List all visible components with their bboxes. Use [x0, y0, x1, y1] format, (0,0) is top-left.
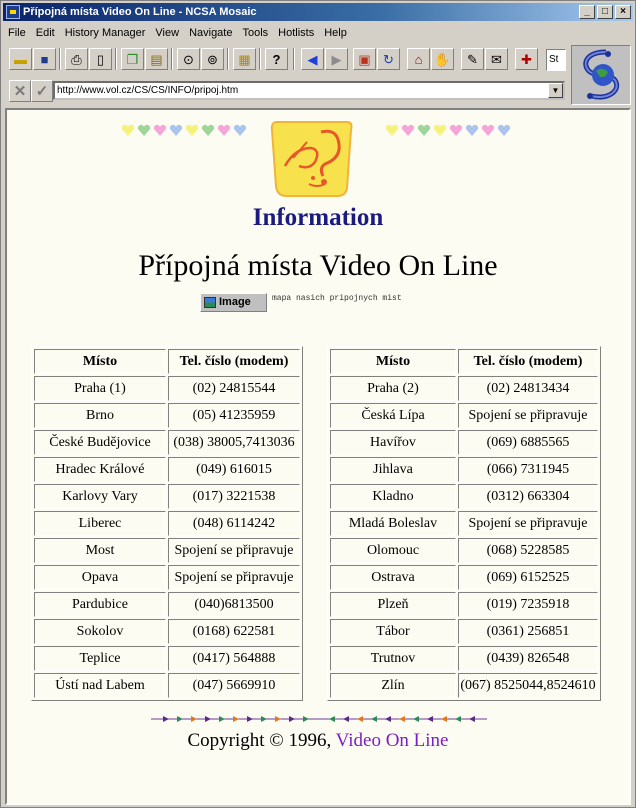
phone-cell: (067) 8525044,8524610: [458, 673, 598, 698]
add-hotlist-button[interactable]: [515, 48, 538, 70]
toolbar-search-input[interactable]: St: [546, 49, 566, 71]
table-row: [34, 565, 300, 590]
menu-history-manager[interactable]: History Manager: [64, 27, 146, 39]
save-button[interactable]: [33, 48, 56, 70]
table-row: [330, 538, 598, 563]
mail-button[interactable]: [485, 48, 508, 70]
table-row: [330, 511, 598, 536]
phone-cell: (017) 3221538: [168, 484, 300, 509]
copy-button[interactable]: [121, 48, 144, 70]
phone-cell: (0168) 622581: [168, 619, 300, 644]
phone-cell: Spojení se připravuje: [168, 538, 300, 563]
phone-cell: (019) 7235918: [458, 592, 598, 617]
phone-cell: (0361) 256851: [458, 619, 598, 644]
chevron-down-icon: ▼: [551, 86, 560, 95]
table-row: [330, 430, 598, 455]
table-row: [330, 646, 598, 671]
print-preview-button[interactable]: [89, 48, 112, 70]
binoculars-icon: ⊙: [183, 51, 194, 67]
add-hotlist-icon: ✚: [521, 51, 532, 67]
table-row: [330, 592, 598, 617]
image-icon: [204, 297, 216, 308]
table-row: [330, 565, 598, 590]
window-title: Přípojná místa Video On Line - NCSA Mosaic: [23, 6, 257, 18]
table-row: [330, 403, 598, 428]
table-row: [34, 484, 300, 509]
reload-button[interactable]: [377, 48, 400, 70]
place-cell: Karlovy Vary: [34, 484, 166, 509]
binoculars-next-icon: ⊚: [207, 51, 218, 67]
phone-cell: (02) 24813434: [458, 376, 598, 401]
place-cell: Brno: [34, 403, 166, 428]
question-mark-icon: ?: [272, 51, 281, 67]
mail-icon: ✉: [491, 51, 502, 67]
column-header-place: Místo: [330, 349, 456, 374]
title-bar: [3, 3, 633, 21]
place-cell: Tábor: [330, 619, 456, 644]
paste-icon: ▤: [150, 51, 163, 67]
phone-cell: (038) 38005,7413036: [168, 430, 300, 455]
table-row: [34, 430, 300, 455]
phone-cell: Spojení se připravuje: [458, 403, 598, 428]
column-header-phone: Tel. číslo (modem): [458, 349, 598, 374]
page-title: Přípojná místa Video On Line: [138, 249, 498, 282]
phone-cell: (069) 6152525: [458, 565, 598, 590]
x-icon: ✕: [13, 83, 27, 100]
url-bar: [3, 77, 569, 105]
menu-tools[interactable]: Tools: [242, 27, 269, 39]
menu-edit[interactable]: Edit: [35, 27, 55, 39]
table-row: [34, 646, 300, 671]
checkmark-icon: ✓: [35, 83, 49, 100]
video-on-line-link[interactable]: Video On Line: [335, 730, 449, 751]
table-row: [330, 673, 598, 698]
place-cell: Ostrava: [330, 565, 456, 590]
copyright-text: Copyright © 1996,: [187, 730, 336, 751]
forward-arrow-icon: ▶: [331, 51, 342, 67]
connection-table-right: [327, 346, 601, 701]
place-cell: Teplice: [34, 646, 166, 671]
menu-hotlists[interactable]: Hotlists: [278, 27, 315, 39]
phone-cell: (066) 7311945: [458, 457, 598, 482]
hand-icon: ✋: [434, 51, 451, 67]
image-placeholder-label: Image: [219, 296, 251, 308]
paste-button[interactable]: [145, 48, 168, 70]
column-header-place: Místo: [34, 349, 166, 374]
table-row: [330, 376, 598, 401]
table-row: [34, 592, 300, 617]
find-button[interactable]: [177, 48, 200, 70]
url-dropdown-button[interactable]: [548, 83, 563, 98]
home-page-button[interactable]: [353, 48, 376, 70]
menu-navigate[interactable]: Navigate: [189, 27, 233, 39]
table-header-row: [330, 349, 598, 374]
phone-cell: (049) 616015: [168, 457, 300, 482]
table-row: [34, 376, 300, 401]
phone-cell: Spojení se připravuje: [458, 511, 598, 536]
table-row: [34, 403, 300, 428]
phone-cell: (02) 24815544: [168, 376, 300, 401]
phone-cell: (0312) 663304: [458, 484, 598, 509]
spinning-globe-icon: [572, 46, 630, 104]
annotate-button[interactable]: [461, 48, 484, 70]
place-cell: Hradec Králové: [34, 457, 166, 482]
open-folder-button[interactable]: [9, 48, 32, 70]
phone-cell: (047) 5669910: [168, 673, 300, 698]
table-row: [330, 619, 598, 644]
home-page-icon: ▣: [358, 51, 371, 67]
printer-icon: ⎙: [71, 51, 82, 67]
place-cell: Mladá Boleslav: [330, 511, 456, 536]
back-arrow-icon: ◀: [307, 51, 318, 67]
information-logo-icon: [269, 118, 355, 198]
annotate-icon: ✎: [467, 51, 478, 67]
maximize-button[interactable]: □: [597, 5, 613, 19]
hearts-decoration-left: [121, 124, 253, 138]
table-row: [34, 673, 300, 698]
table-row: [34, 538, 300, 563]
place-cell: Pardubice: [34, 592, 166, 617]
place-cell: Plzeň: [330, 592, 456, 617]
phone-cell: (0417) 564888: [168, 646, 300, 671]
reload-icon: ↻: [383, 51, 394, 67]
phone-cell: (068) 5228585: [458, 538, 598, 563]
place-cell: Trutnov: [330, 646, 456, 671]
house-icon: ⌂: [414, 51, 423, 67]
menu-view[interactable]: View: [155, 27, 180, 39]
menu-help[interactable]: Help: [324, 27, 347, 39]
mosaic-app-icon: [6, 5, 20, 19]
help-button[interactable]: [265, 48, 288, 70]
open-folder-icon: ▬: [14, 51, 27, 67]
place-cell: Havířov: [330, 430, 456, 455]
column-header-phone: Tel. číslo (modem): [168, 349, 300, 374]
toolbar: [3, 45, 569, 75]
table-header-row: [34, 349, 300, 374]
place-cell: Česká Lípa: [330, 403, 456, 428]
mosaic-logo: [571, 45, 631, 105]
connection-table-left: [31, 346, 303, 701]
accept-url-button[interactable]: [31, 80, 53, 102]
place-cell: Zlín: [330, 673, 456, 698]
url-input[interactable]: [53, 81, 565, 100]
page-content: [5, 108, 631, 805]
place-cell: Praha (2): [330, 376, 456, 401]
copy-icon: ❐: [126, 51, 139, 67]
table-row: [34, 619, 300, 644]
place-cell: Opava: [34, 565, 166, 590]
close-button[interactable]: ×: [615, 5, 631, 19]
place-cell: Sokolov: [34, 619, 166, 644]
table-row: [330, 484, 598, 509]
map-caption: mapa nasich pripojnych mist: [272, 294, 402, 303]
forward-button[interactable]: [325, 48, 348, 70]
phone-cell: (05) 41235959: [168, 403, 300, 428]
table-row: [34, 457, 300, 482]
floppy-disk-icon: ■: [40, 51, 49, 67]
home-button[interactable]: [407, 48, 430, 70]
cancel-url-button[interactable]: [9, 80, 31, 102]
back-button[interactable]: [301, 48, 324, 70]
print-preview-icon: ▯: [96, 51, 105, 67]
table-row: [330, 457, 598, 482]
place-cell: České Budějovice: [34, 430, 166, 455]
menu-file[interactable]: File: [8, 27, 26, 39]
map-image-placeholder[interactable]: [200, 293, 267, 312]
url-text: http://www.vol.cz/CS/CS/INFO/pripoj.htm: [57, 85, 239, 96]
presentation-mode-button[interactable]: [233, 48, 256, 70]
place-cell: Liberec: [34, 511, 166, 536]
find-next-button[interactable]: [201, 48, 224, 70]
place-cell: Kladno: [330, 484, 456, 509]
phone-cell: (048) 6114242: [168, 511, 300, 536]
phone-cell: (040)6813500: [168, 592, 300, 617]
minimize-button[interactable]: _: [579, 5, 595, 19]
place-cell: Jihlava: [330, 457, 456, 482]
print-button[interactable]: [65, 48, 88, 70]
arrow-divider: [149, 714, 489, 724]
information-heading: Information: [252, 204, 384, 231]
table-row: [34, 511, 300, 536]
presentation-icon: ▦: [238, 51, 251, 67]
phone-cell: Spojení se připravuje: [168, 565, 300, 590]
menu-bar: [3, 23, 633, 43]
phone-cell: (0439) 826548: [458, 646, 598, 671]
stop-button[interactable]: [431, 48, 454, 70]
place-cell: Most: [34, 538, 166, 563]
hearts-decoration-right: [385, 124, 517, 138]
copyright-notice: [7, 730, 629, 752]
place-cell: Praha (1): [34, 376, 166, 401]
place-cell: Olomouc: [330, 538, 456, 563]
phone-cell: (069) 6885565: [458, 430, 598, 455]
place-cell: Ústí nad Labem: [34, 673, 166, 698]
